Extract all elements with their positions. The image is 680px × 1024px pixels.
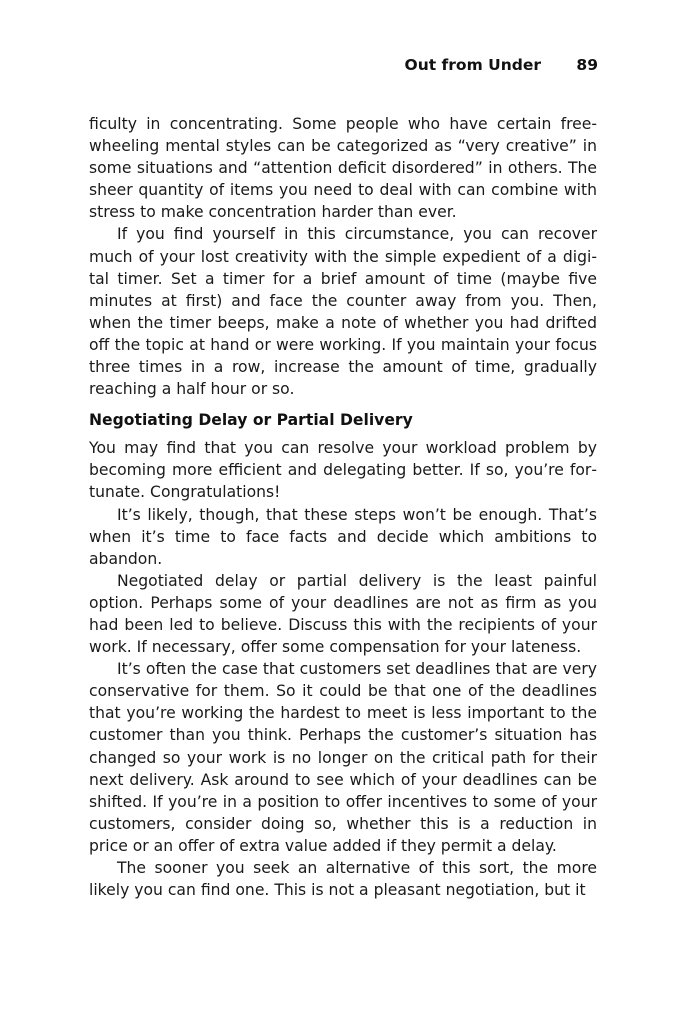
- paragraph: If you find yourself in this circumstance, you can recover much of your lost creativity with the simple expedient of a digital timer. Set a timer for a brief amount of time (maybe five minutes at first) and face the counter away from you. Then, when the timer beeps, make a note of whether you had drifted off the topic at hand or were working. If you maintain your focus three times in a row, increase the amount of time, gradually reaching a half hour or so.: [89, 225, 597, 399]
- running-head-title: Out from Under: [404, 56, 542, 74]
- paragraph: Negotiated delay or partial delivery is the least painful option. Perhaps some of your deadlines are not as firm as you had been led to believe. Discuss this with the recipients of your work. If necessary, offer some compensation for your lateness.: [89, 571, 597, 657]
- paragraph: The sooner you seek an alternative of this sort, the more likely you can find one. This is not a pleasant negotiation, but it: [89, 859, 597, 900]
- paragraph: You may find that you can resolve your workload problem by becoming more efficient and delegating better. If so, you’re fortunate. Congratulations!: [89, 439, 597, 502]
- paragraph: It’s likely, though, that these steps won’t be enough. That’s when it’s time to face facts and decide which ambitions to abandon.: [89, 505, 597, 568]
- running-head: [405, 56, 598, 74]
- body-text: [89, 113, 597, 901]
- page-number: 89: [576, 56, 598, 74]
- paragraph: ficulty in concentrating. Some people who have certain freewheeling mental styles can be categorized as “very creative” in some situations and “attention deficit disordered” in others. The sheer quantity of items you need to deal with can combine with stress to make concentration harder than ever.: [89, 115, 597, 222]
- paragraph: It’s often the case that customers set deadlines that are very conservative for them. So it could be that one of the deadlines that you’re working the hardest to meet is less important to the customer than you think. Perhaps the customer’s situation has changed so your work is no longer on the critical path for their next delivery. Ask around to see which of your deadlines can be shifted. If you’re in a position to offer incentives to some of your customers, consider doing so, whether this is a reduction in price or an offer of extra value added if they permit a delay.: [89, 660, 597, 855]
- section-heading: Negotiating Delay or Partial Delivery: [89, 411, 413, 430]
